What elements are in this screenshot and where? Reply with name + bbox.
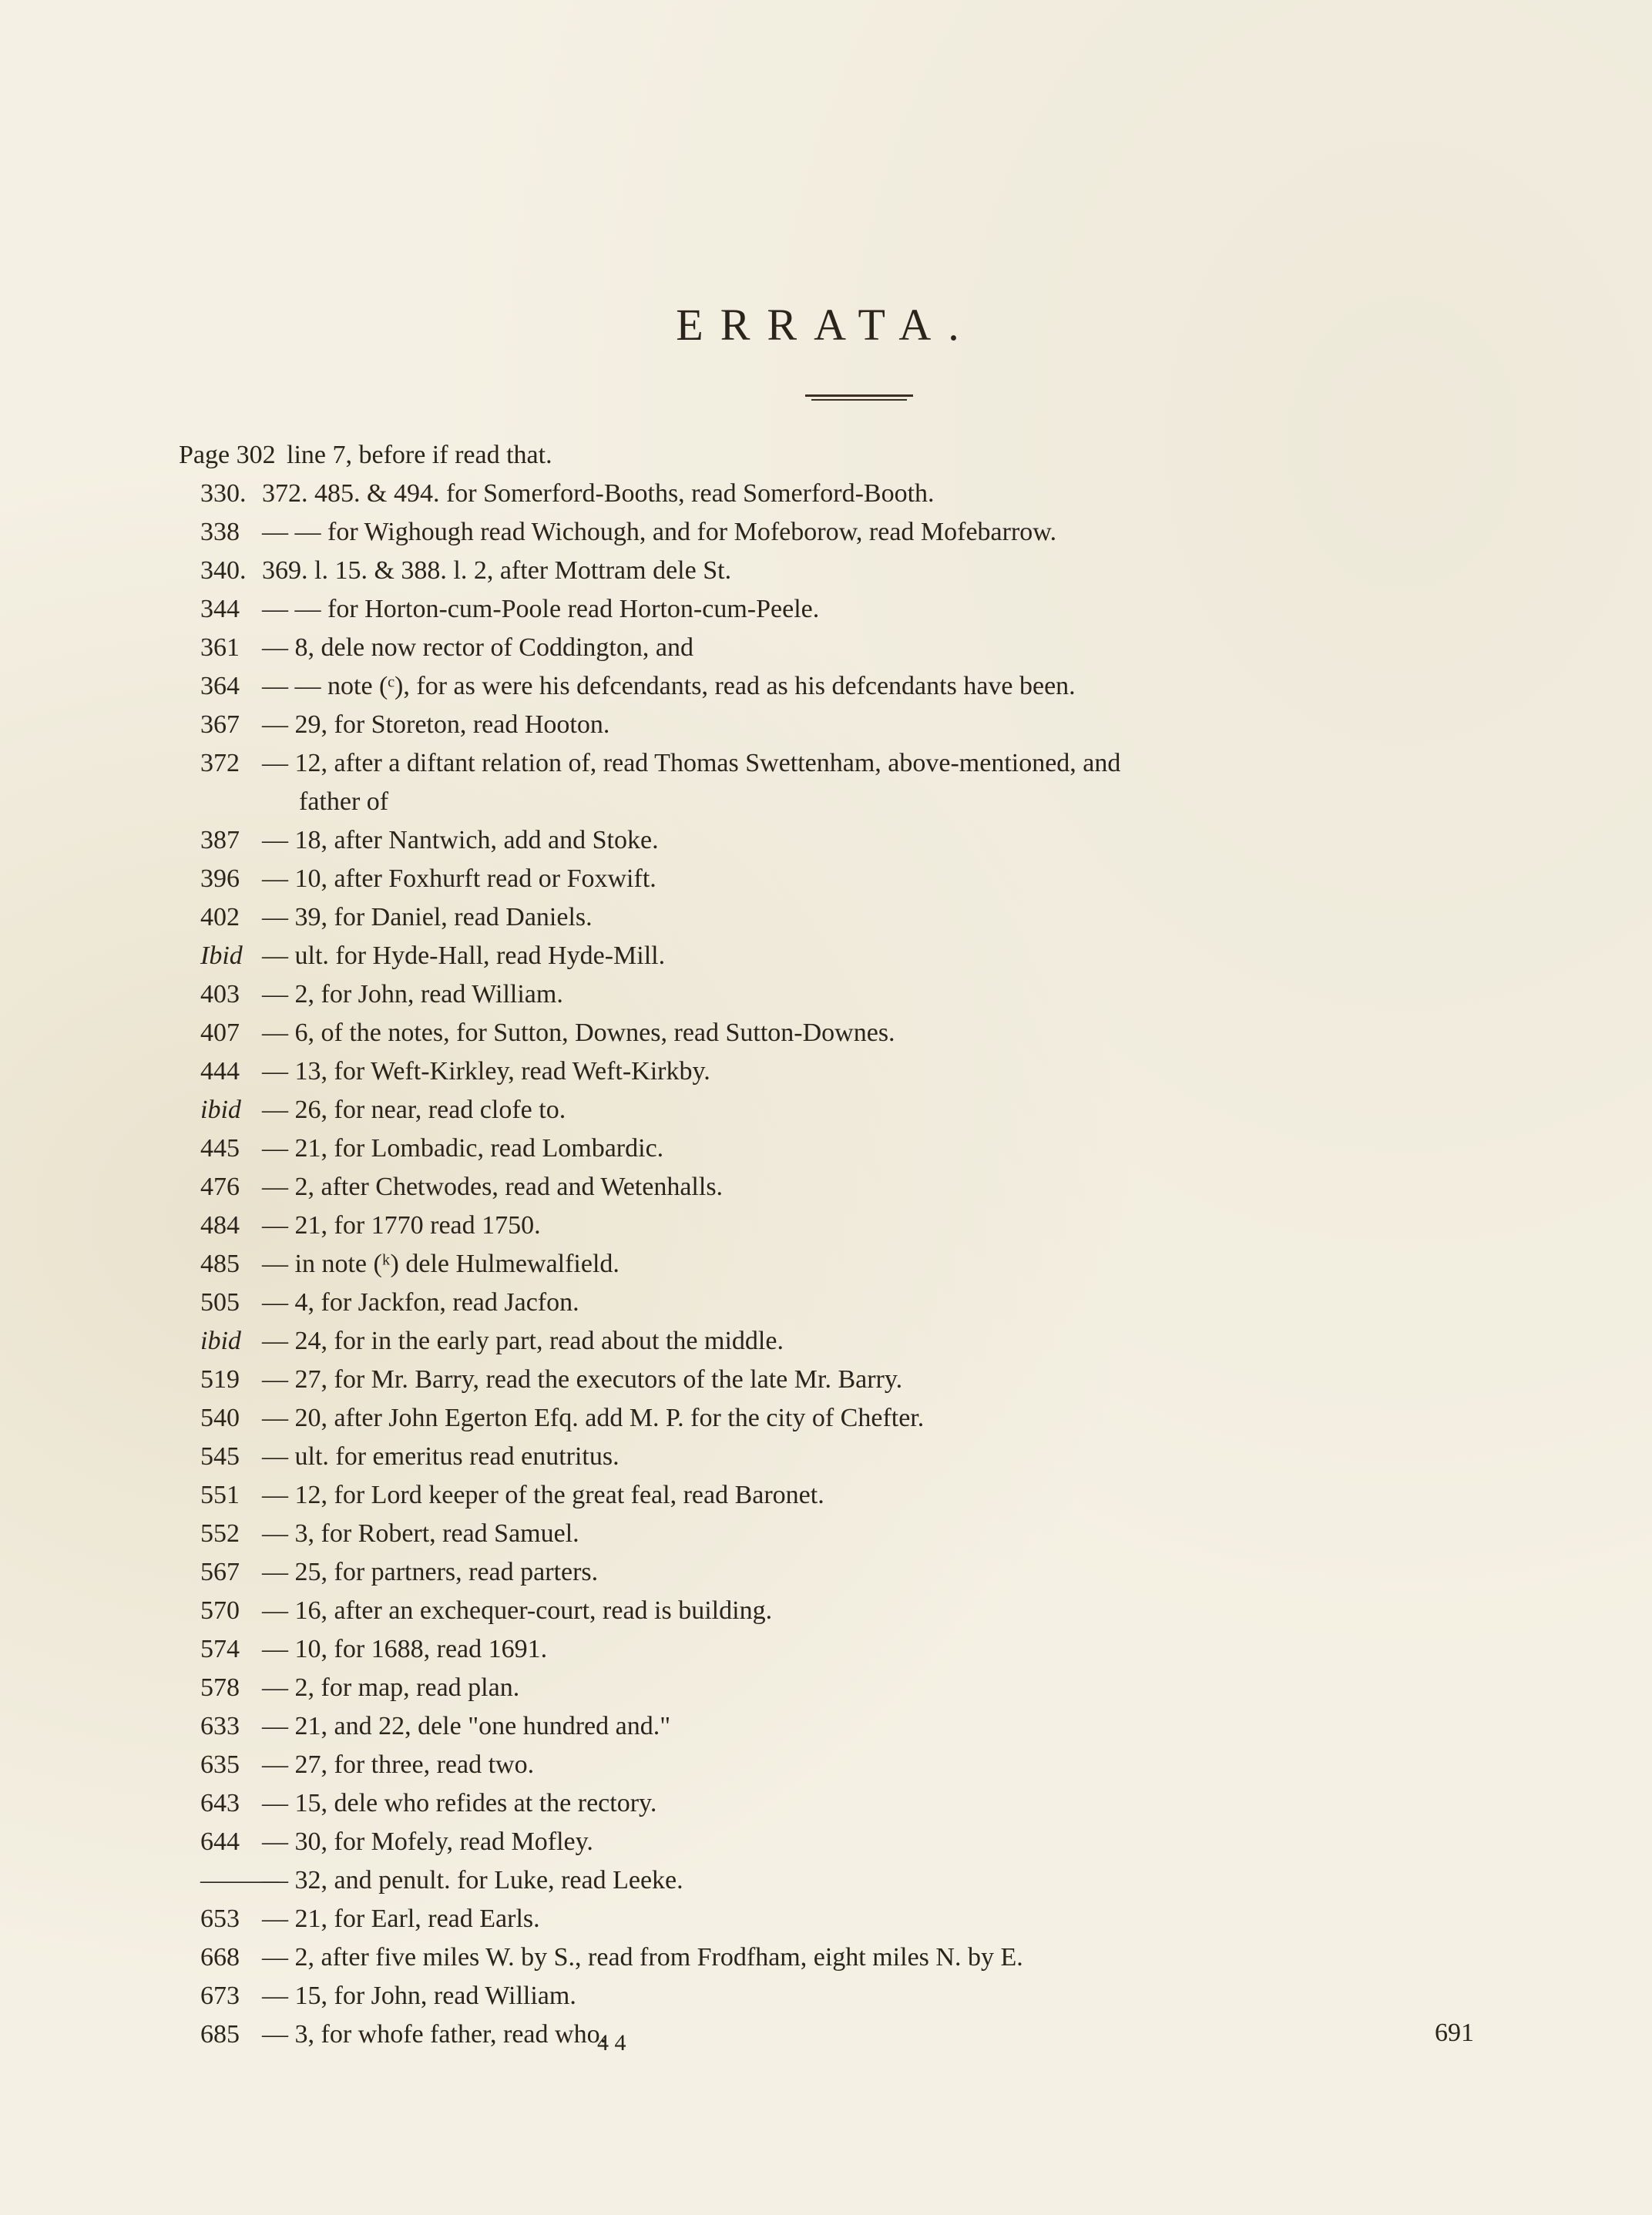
title-rule-line [805,394,913,397]
errata-text: — 21, for 1770 read 1750. [262,1211,541,1240]
errata-text: — 2, after five miles W. by S., read from Frodfham, eight miles N. by E. [262,1943,1023,1972]
errata-text: — 3, for Robert, read Samuel. [262,1519,579,1548]
errata-text: — 15, dele who refides at the rectory. [262,1789,657,1817]
errata-page: 402 [200,903,240,931]
errata-text: — ult. for emeritus read enutritus. [262,1442,620,1471]
errata-text: — 24, for in the early part, read about the middle. [262,1327,784,1355]
errata-page: 444 [200,1057,240,1086]
errata-text: — 27, for Mr. Barry, read the executors of the late Mr. Barry. [262,1365,903,1394]
errata-text: 369. l. 15. & 388. l. 2, after Mottram dele St. [262,556,732,585]
errata-text: — 2, for map, read plan. [262,1673,520,1702]
errata-page: 578 [200,1673,240,1702]
errata-page: Ibid [200,941,243,970]
errata-page: 387 [200,826,240,854]
errata-page: 644 [200,1827,240,1856]
errata-page: 367 [200,710,240,739]
errata-page: 476 [200,1173,240,1201]
errata-text: father of [299,787,389,816]
errata-page: 635 [200,1750,240,1779]
errata-page: ibid [200,1327,241,1355]
errata-text: — 15, for John, read William. [262,1982,576,2010]
errata-text: — 10, for 1688, read 1691. [262,1635,548,1663]
errata-text: — 8, dele now rector of Coddington, and [262,633,693,662]
errata-page: 445 [200,1134,240,1163]
errata-page: 643 [200,1789,240,1817]
page-title: ERRATA. [676,300,976,350]
errata-page: 340. [200,556,247,585]
errata-page: 673 [200,1982,240,2010]
errata-page: ibid [200,1096,241,1124]
errata-page: Page 302 [179,441,276,469]
title-rule [805,394,913,402]
errata-text: — 27, for three, read two. [262,1750,535,1779]
errata-text: — 12, for Lord keeper of the great feal, read Baronet. [262,1481,824,1509]
errata-page: 344 [200,595,240,623]
errata-text: — 32, and penult. for Luke, read Leeke. [262,1866,683,1894]
errata-text: — — note (ᶜ), for as were his defcendants, read as his defcendants have been. [262,672,1076,700]
errata-text: — 13, for Weft-Kirkley, read Weft-Kirkby. [262,1057,710,1086]
errata-text: — 26, for near, read clofe to. [262,1096,566,1124]
errata-page: 519 [200,1365,240,1394]
errata-text: — 30, for Mofely, read Mofley. [262,1827,593,1856]
errata-text: — — for Wighough read Wichough, and for Mofeborow, read Mofebarrow. [262,518,1057,546]
errata-text: — 2, for John, read William. [262,980,563,1008]
errata-page: 364 [200,672,240,700]
errata-text: — 21, for Earl, read Earls. [262,1905,540,1933]
errata-text: — 3, for whofe father, read who. [262,2020,607,2049]
errata-page: 505 [200,1288,240,1317]
errata-text: — 16, after an exchequer-court, read is building. [262,1596,773,1625]
errata-page: 552 [200,1519,240,1548]
errata-page: 633 [200,1712,240,1740]
errata-text: — ult. for Hyde-Hall, read Hyde-Mill. [262,941,666,970]
errata-text: — 21, and 22, dele "one hundred and." [262,1712,671,1740]
errata-text: — 10, after Foxhurft read or Foxwift. [262,864,656,893]
errata-page: 330. [200,479,247,508]
errata-text: — 39, for Daniel, read Daniels. [262,903,593,931]
errata-page: 653 [200,1905,240,1933]
errata-text: line 7, before if read that. [287,441,552,469]
signature-mark: 4 4 [597,2030,626,2056]
errata-page: 668 [200,1943,240,1972]
errata-page: 540 [200,1404,240,1432]
errata-text: — in note (ᵏ) dele Hulmewalfield. [262,1250,620,1278]
errata-page: 574 [200,1635,240,1663]
errata-text: — 25, for partners, read parters. [262,1558,599,1586]
errata-page: 407 [200,1019,240,1047]
errata-page: 372 [200,749,240,777]
errata-page: 338 [200,518,240,546]
errata-text: — 18, after Nantwich, add and Stoke. [262,826,659,854]
errata-page: ——— [200,1866,279,1894]
errata-text: 372. 485. & 494. for Somerford-Booths, read Somerford-Booth. [262,479,935,508]
errata-text: — 2, after Chetwodes, read and Wetenhalls. [262,1173,724,1201]
errata-page: 551 [200,1481,240,1509]
title-rule-line [811,399,907,401]
errata-page: 396 [200,864,240,893]
errata-page: 545 [200,1442,240,1471]
errata-page: 484 [200,1211,240,1240]
catchword: 691 [1435,2019,1474,2047]
errata-text: — 21, for Lombadic, read Lombardic. [262,1134,664,1163]
errata-text: — 6, of the notes, for Sutton, Downes, read Sutton-Downes. [262,1019,895,1047]
errata-page: 685 [200,2020,240,2049]
errata-text: — — for Horton-cum-Poole read Horton-cum-Peele. [262,595,820,623]
errata-page: 485 [200,1250,240,1278]
errata-page: 403 [200,980,240,1008]
errata-page: 567 [200,1558,240,1586]
errata-text: — 20, after John Egerton Efq. add M. P. for the city of Chefter. [262,1404,925,1432]
errata-text: — 4, for Jackfon, read Jacfon. [262,1288,579,1317]
errata-page: 361 [200,633,240,662]
errata-page: 570 [200,1596,240,1625]
errata-text: — 29, for Storeton, read Hooton. [262,710,610,739]
errata-text: — 12, after a diftant relation of, read Thomas Swettenham, above-mentioned, and [262,749,1121,777]
